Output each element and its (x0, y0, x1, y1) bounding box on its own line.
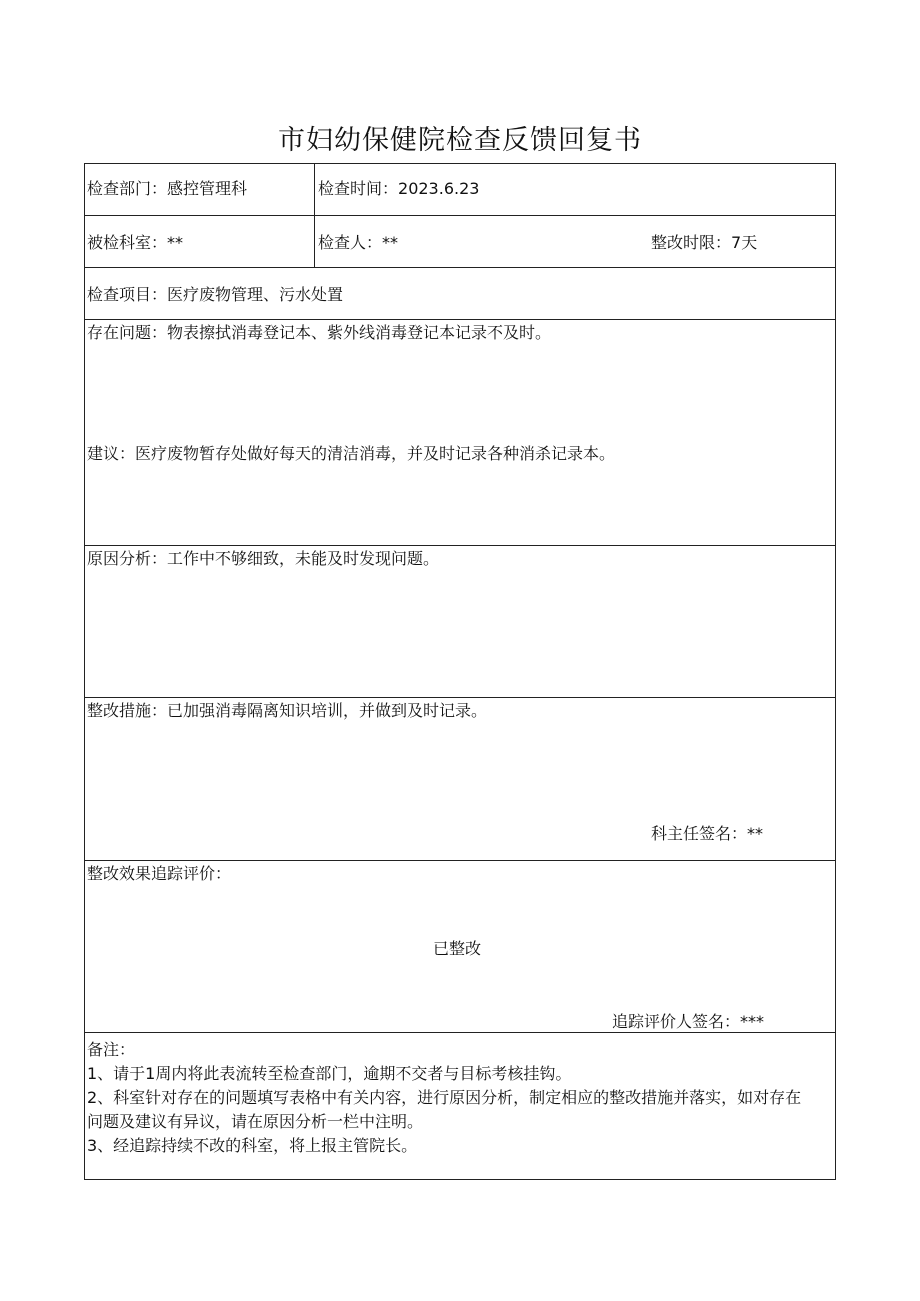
checked-dept-label: 被检科室： (87, 233, 168, 252)
inspection-time-value: 2023.6.23 (398, 179, 480, 198)
suggestion-label: 建议： (87, 444, 136, 463)
measures-text: 已加强消毒隔离知识培训，并做到及时记录。 (167, 701, 488, 720)
deadline-field (651, 231, 757, 255)
department-field (87, 177, 247, 201)
feedback-form (84, 163, 836, 1180)
deadline-value: 7天 (731, 233, 758, 252)
evaluator-signature (612, 1010, 764, 1034)
director-signature-value: ** (747, 824, 764, 843)
section-measures (85, 698, 835, 861)
inspector-label: 检查人： (318, 233, 383, 252)
row-department-time (85, 164, 835, 216)
problems-label: 存在问题： (87, 323, 168, 342)
note-item-1: 1、请于1周内将此表流转至检查部门，逾期不交者与目标考核挂钩。 (87, 1064, 572, 1083)
evaluator-signature-label: 追踪评价人签名： (612, 1012, 741, 1031)
deadline-label: 整改时限： (651, 233, 732, 252)
inspector-field (318, 231, 398, 255)
inspection-time-field (318, 177, 479, 201)
inspection-time-label: 检查时间： (318, 179, 399, 198)
checked-dept-field (87, 231, 183, 255)
cause-field (87, 547, 439, 571)
inspector-value: ** (382, 233, 399, 252)
section-followup (85, 861, 835, 1033)
checked-dept-value: ** (167, 233, 184, 252)
inspection-item-field (87, 283, 343, 307)
suggestion-text: 医疗废物暂存处做好每天的清洁消毒，并及时记录各种消杀记录本。 (135, 444, 616, 463)
notes-block (87, 1038, 805, 1158)
note-item-3: 3、经追踪持续不改的科室，将上报主管院长。 (87, 1136, 418, 1155)
inspection-item-label: 检查项目： (87, 285, 168, 304)
row-inspection-item (85, 268, 835, 320)
department-label: 检查部门： (87, 179, 168, 198)
cause-label: 原因分析： (87, 549, 168, 568)
page-title: 市妇幼保健院检查反馈回复书 (278, 125, 642, 156)
department-value: 感控管理科 (167, 179, 248, 198)
section-problems (85, 320, 835, 546)
problems-field (87, 321, 551, 345)
problems-text: 物表擦拭消毒登记本、紫外线消毒登记本记录不及时。 (167, 323, 552, 342)
section-cause-analysis (85, 546, 835, 698)
director-signature-label: 科主任签名： (651, 824, 748, 843)
note-item-2: 2、科室针对存在的问题填写表格中有关内容，进行原因分析，制定相应的整改措施并落实，如对存在问题及建议有异议，请在原因分析一栏中注明。 (87, 1088, 802, 1131)
cause-text: 工作中不够细致，未能及时发现问题。 (167, 549, 440, 568)
director-signature (651, 822, 763, 846)
column-divider (314, 216, 315, 267)
column-divider (314, 164, 315, 215)
inspection-item-value: 医疗废物管理、污水处置 (167, 285, 344, 304)
suggestion-line (87, 442, 615, 466)
measures-label: 整改措施： (87, 701, 168, 720)
row-checked-dept (85, 216, 835, 268)
notes-label: 备注： (87, 1040, 136, 1059)
section-notes (85, 1033, 835, 1179)
followup-label: 整改效果追踪评价： (87, 864, 232, 883)
evaluator-signature-value: *** (740, 1012, 765, 1031)
followup-result: 已整改 (433, 939, 482, 958)
measures-field (87, 699, 487, 723)
